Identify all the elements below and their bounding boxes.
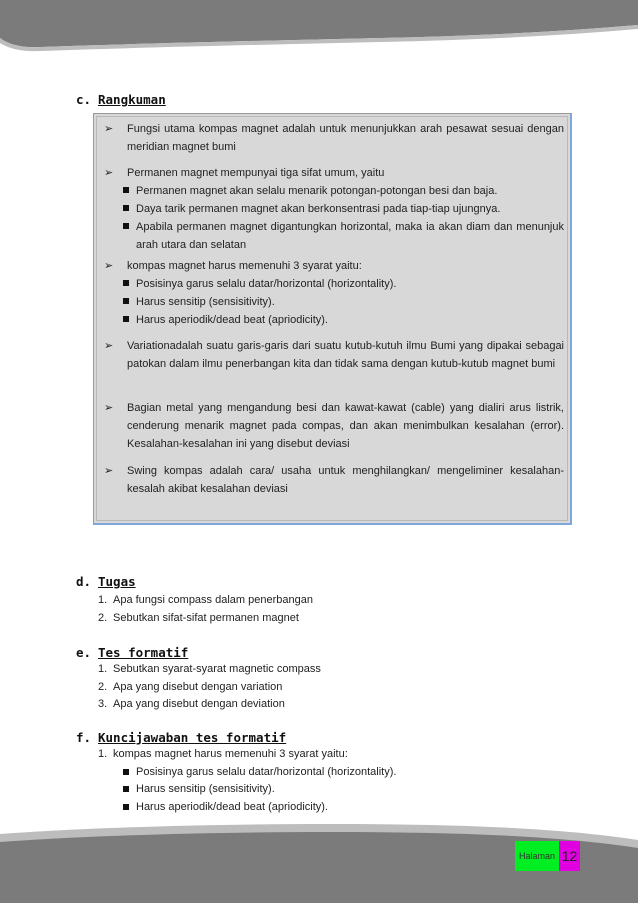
section-e-heading [76,645,188,660]
section-letter: f. [76,730,92,745]
summary-item [104,399,564,453]
sub-item-text: Harus sensitip (sensisitivity). [136,783,275,795]
list-text: Apa yang disebut dengan variation [113,680,283,693]
list-item [98,592,313,610]
list-item [98,746,438,764]
list-number: 1. [98,748,108,760]
list-number: 2. [98,611,108,624]
sub-item-text: Daya tarik permanen magnet akan berkonsentrasi pada tiap-tiap ujungnya. [136,203,501,215]
arrow-bullet-icon: ➢ [104,123,114,135]
arrow-bullet-icon: ➢ [104,260,114,272]
sub-item-text: Apabila permanen magnet digantungkan horizontal, maka ia akan diam dan menunjuk arah utara dan selatan [136,221,564,251]
arrow-bullet-icon: ➢ [104,402,114,414]
section-c-heading [76,92,166,107]
section-title: Tugas [98,574,136,589]
summary-box [93,113,572,525]
task-list [98,592,313,627]
summary-item-text: Variationadalah suatu garis-garis dari suatu kutub-kutuh ilmu Bumi yang dipakai sebagai patokan dalam ilmu penerbangan kita dan tidak sama dengan kutub-kutub magnet bumi [127,340,564,370]
section-letter: d. [76,574,92,589]
sub-item-text: Permanen magnet akan selalu menarik potongan-potongan besi dan baja. [136,185,498,197]
sub-item [109,781,438,799]
list-number: 3. [98,698,108,710]
sub-item-text: Harus aperiodik/dead beat (apriodicity). [136,800,328,813]
square-bullet-icon [123,205,129,211]
sub-item-text: Posisinya garus selalu datar/horizontal (horizontality). [136,765,397,778]
square-bullet-icon [123,769,129,775]
section-title: Tes formatif [98,645,189,660]
section-d-heading [76,574,136,589]
list-number: 1. [98,594,108,606]
sub-item [109,764,438,782]
arrow-bullet-icon: ➢ [104,340,114,352]
sub-item [123,200,564,218]
summary-item-text: Permanen magnet mempunyai tiga sifat umum, yaitu [127,167,385,179]
square-bullet-icon [123,187,129,193]
list-item [98,679,321,697]
summary-item [104,120,564,156]
square-bullet-icon [123,280,129,286]
sub-item [123,275,564,293]
list-number: 1. [98,663,108,675]
list-text: kompas magnet harus memenuhi 3 syarat yaitu: [113,748,348,760]
list-text: Sebutkan sifat-sifat permanen magnet [113,611,299,624]
section-letter: e. [76,645,92,660]
header-band [0,0,638,55]
sub-item [123,182,564,200]
square-bullet-icon [123,804,129,810]
square-bullet-icon [123,786,129,792]
summary-item [104,164,564,254]
sub-item-text: Posisinya garus selalu datar/horizontal (horizontality). [136,278,397,290]
sub-item-text: Harus aperiodik/dead beat (apriodicity). [136,314,328,326]
list-text: Apa yang disebut dengan deviation [113,698,285,710]
summary-item [104,337,564,373]
list-item [98,696,321,714]
arrow-bullet-icon: ➢ [104,167,114,179]
sub-item [123,311,564,329]
page-number: 12 [559,841,580,871]
summary-item-text: Bagian metal yang mengandung besi dan kawat-kawat (cable) yang dialiri arus listrik, cenderung menarik magnet pada compas, dan akan menimbulkan kesalahan (error). Kesalahan-kesalahan ini yang disebut deviasi [127,402,564,450]
list-text: Apa fungsi compass dalam penerbangan [113,594,313,606]
list-number: 2. [98,680,108,693]
page-label: Halaman [515,841,559,871]
sub-item [123,293,564,311]
summary-item-text: Swing kompas adalah cara/ usaha untuk menghilangkan/ mengeliminer kesalahan-kesalah akibat kesalahan deviasi [127,465,564,495]
sub-item [123,218,564,254]
list-text: Sebutkan syarat-syarat magnetic compass [113,663,321,675]
section-title: Rangkuman [98,92,166,107]
square-bullet-icon [123,298,129,304]
section-title: Kuncijawaban tes formatif [98,730,287,745]
list-item [98,610,313,628]
arrow-bullet-icon: ➢ [104,465,114,477]
section-letter: c. [76,92,92,107]
answer-list [98,746,438,816]
square-bullet-icon [123,316,129,322]
summary-item [104,257,564,329]
sub-item-text: Harus sensitip (sensisitivity). [136,296,275,308]
square-bullet-icon [123,223,129,229]
section-f-heading [76,730,286,745]
list-item [98,661,321,679]
summary-item [104,462,564,498]
summary-item-text: kompas magnet harus memenuhi 3 syarat yaitu: [127,260,362,272]
summary-item-text: Fungsi utama kompas magnet adalah untuk menunjukkan arah pesawat sesuai dengan meridian magnet bumi [127,123,564,153]
sub-item [109,799,438,817]
test-list [98,661,321,714]
